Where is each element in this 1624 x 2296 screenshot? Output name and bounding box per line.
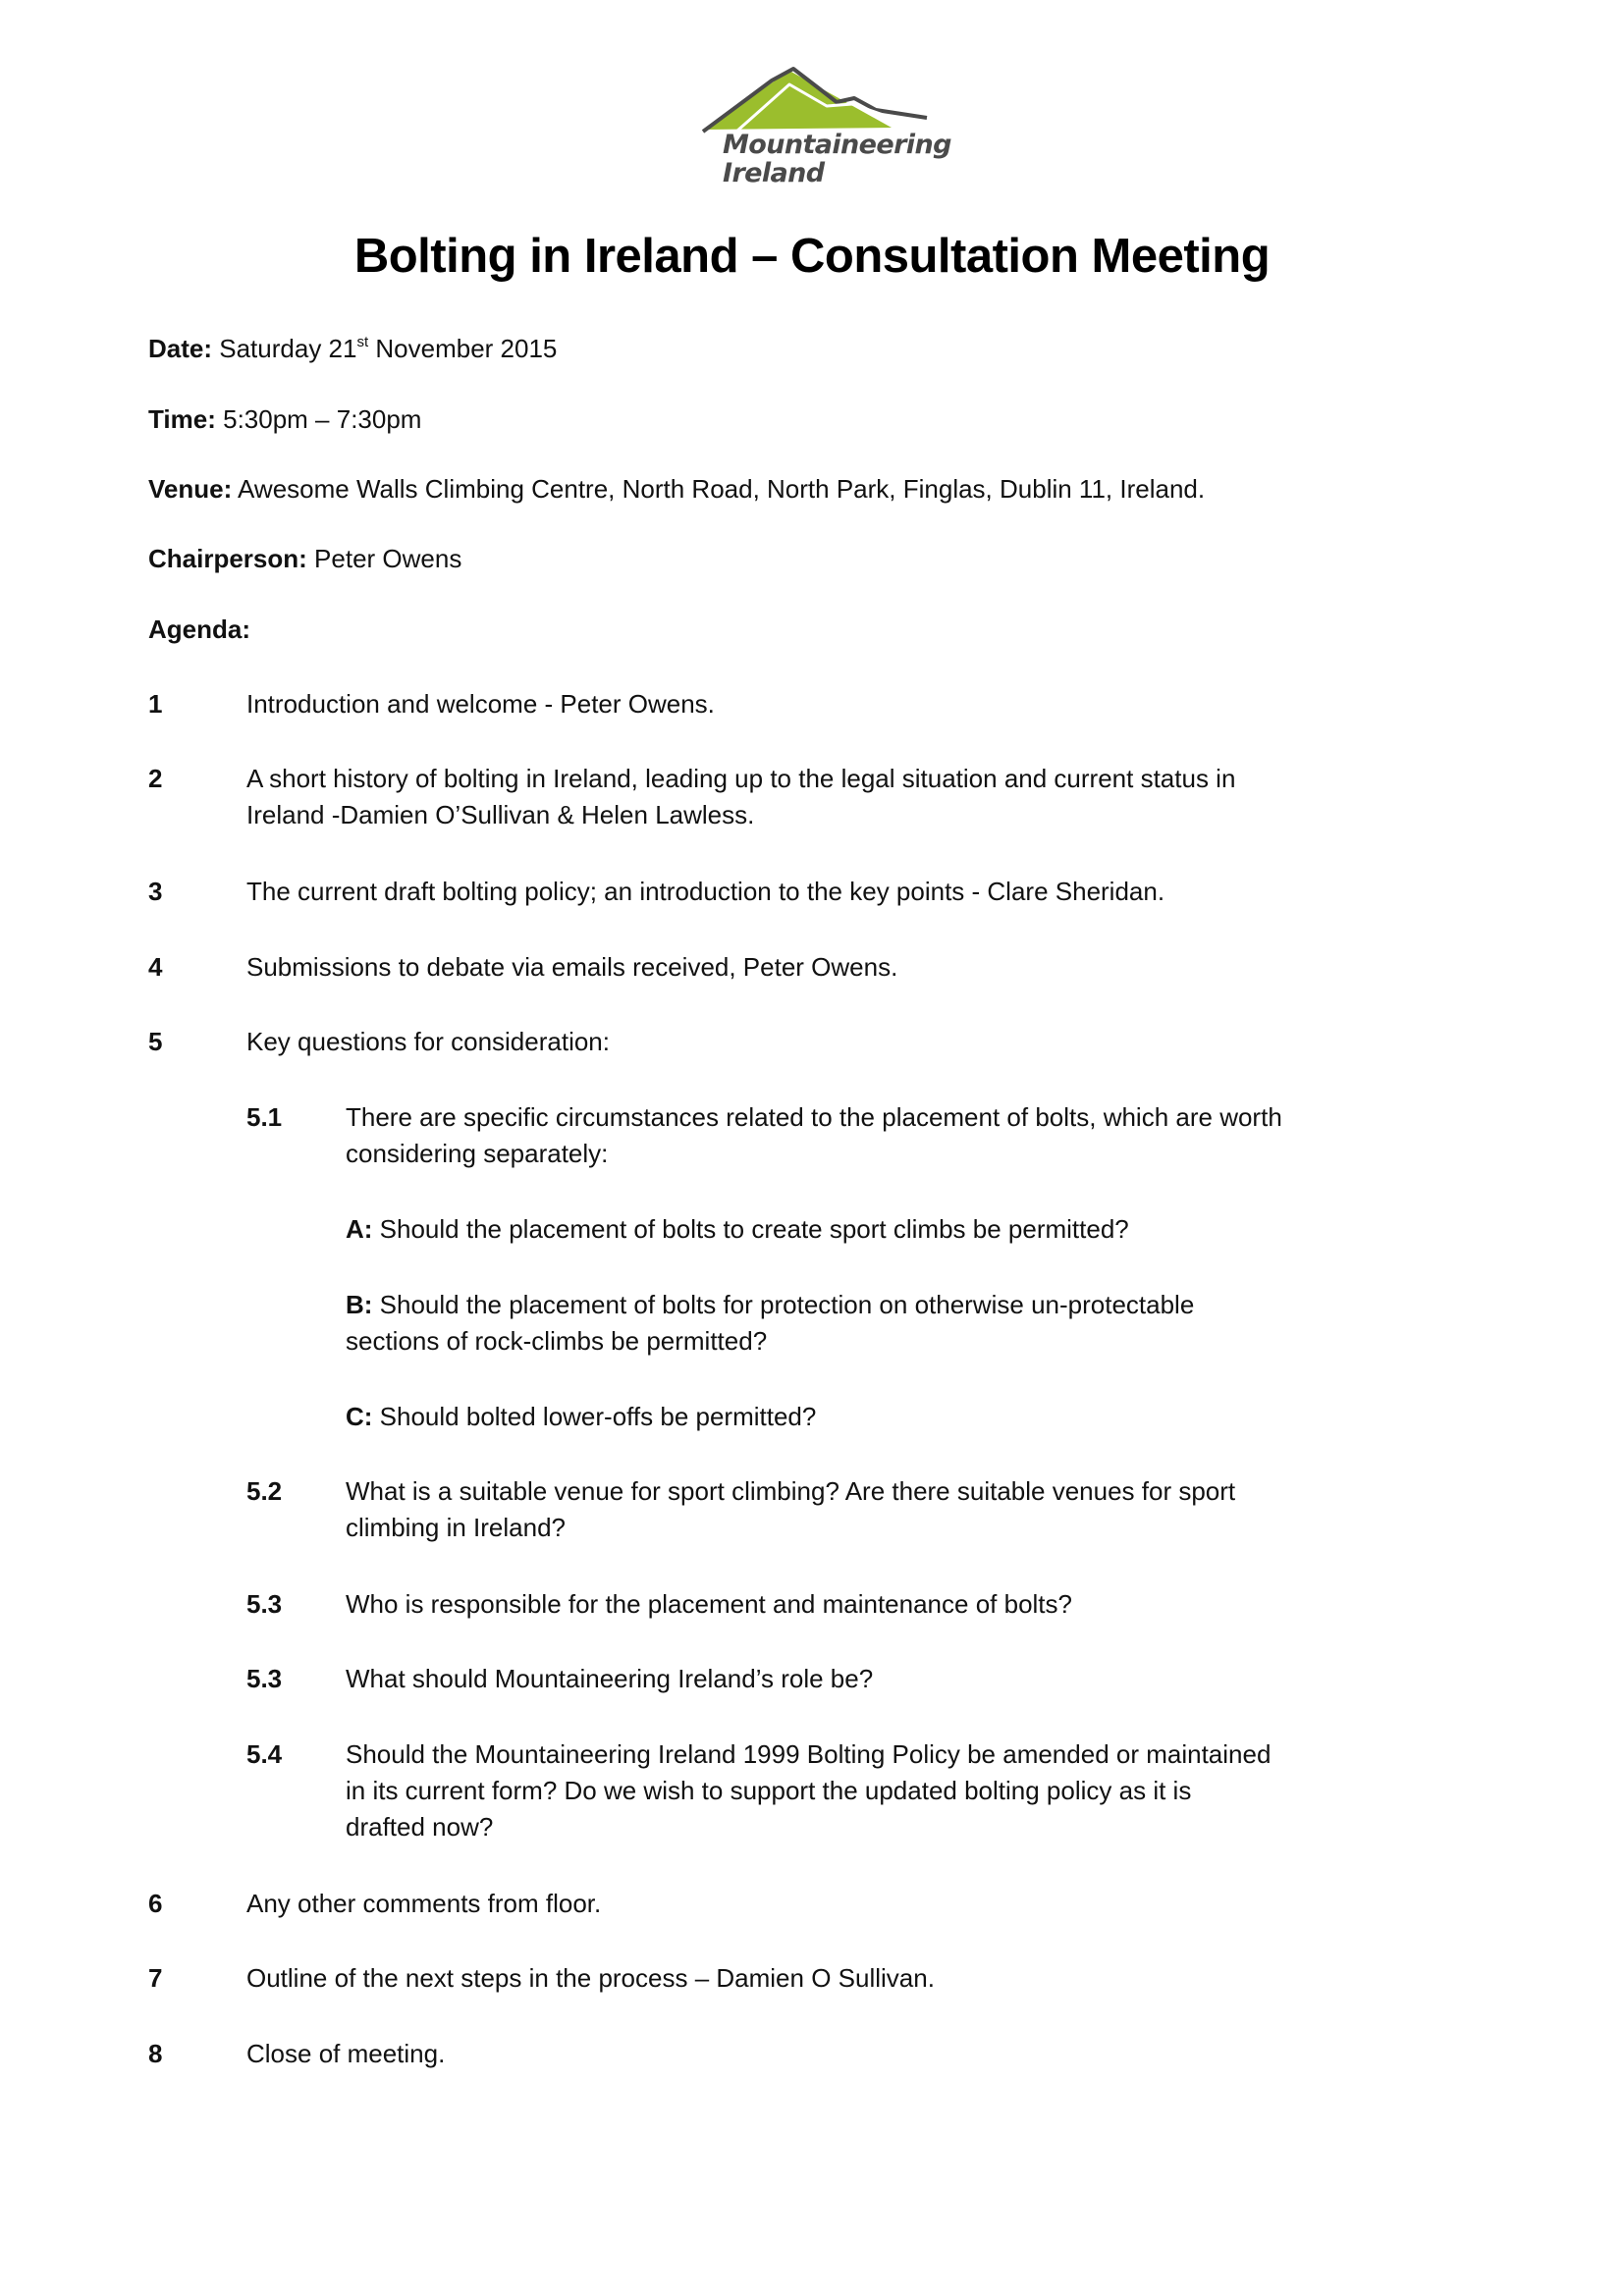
sub-item-text: What should Mountaineering Ireland’s role be?: [346, 1664, 874, 1693]
sub-item-text-cont: drafted now?: [346, 1812, 494, 1842]
date-line: [148, 334, 557, 364]
date-label: Date:: [148, 334, 213, 363]
logo-text-line2: Ireland: [723, 158, 825, 188]
option-text: Should bolted lower-offs be permitted?: [379, 1402, 817, 1431]
mountaineering-ireland-logo: [699, 61, 951, 188]
sub-item-text: Should the Mountaineering Ireland 1999 Bolting Policy be amended or maintained: [346, 1739, 1272, 1769]
agenda-item-text: The current draft bolting policy; an introduction to the key points - Clare Sheridan.: [246, 877, 1165, 906]
agenda-item-text: Key questions for consideration:: [246, 1027, 610, 1056]
chairperson-value: Peter Owens: [314, 544, 462, 573]
logo-text-line1: Mountaineering: [723, 130, 951, 160]
date-value-pre: Saturday 21: [219, 334, 357, 363]
agenda-item-number: 3: [148, 877, 163, 906]
agenda-item-number: 1: [148, 689, 163, 719]
sub-item-text: There are specific circumstances related to the placement of bolts, which are worth: [346, 1102, 1282, 1132]
agenda-item-number: 6: [148, 1889, 163, 1918]
sub-item-number: 5.2: [246, 1476, 283, 1506]
option-a: [346, 1211, 1129, 1248]
agenda-label: Agenda:: [148, 614, 250, 644]
agenda-item-number: 5: [148, 1027, 163, 1056]
sub-item-number: 5.1: [246, 1102, 283, 1132]
option-label: C:: [346, 1402, 373, 1431]
option-text-cont: sections of rock-climbs be permitted?: [346, 1326, 768, 1356]
venue-value: Awesome Walls Climbing Centre, North Road, North Park, Finglas, Dublin 11, Ireland.: [238, 474, 1206, 504]
time-line: [148, 404, 421, 435]
agenda-item-text-cont: Ireland -Damien O’Sullivan & Helen Lawless.: [246, 800, 755, 829]
option-text: Should the placement of bolts for protection on otherwise un-protectable: [379, 1290, 1195, 1319]
agenda-item-text: Introduction and welcome - Peter Owens.: [246, 689, 715, 719]
sub-item-number: 5.4: [246, 1739, 283, 1769]
sub-item-text-cont: climbing in Ireland?: [346, 1513, 567, 1542]
agenda-item-text: Outline of the next steps in the process – Damien O Sullivan.: [246, 1963, 935, 1993]
agenda-heading: [148, 614, 250, 645]
agenda-item-number: 2: [148, 764, 163, 793]
agenda-item-text: A short history of bolting in Ireland, leading up to the legal situation and current status in: [246, 764, 1236, 793]
time-label: Time:: [148, 404, 216, 434]
chairperson-line: [148, 544, 461, 574]
chairperson-label: Chairperson:: [148, 544, 307, 573]
agenda-item-number: 4: [148, 952, 163, 982]
option-text: Should the placement of bolts to create sport climbs be permitted?: [379, 1214, 1129, 1244]
option-label: B:: [346, 1290, 373, 1319]
sub-item-number: 5.3: [246, 1664, 283, 1693]
agenda-item-number: 7: [148, 1963, 163, 1993]
option-c: [346, 1399, 816, 1435]
venue-line: [148, 474, 1205, 505]
option-label: A:: [346, 1214, 373, 1244]
date-value-post: November 2015: [375, 334, 558, 363]
date-suffix: st: [356, 334, 369, 350]
time-value: 5:30pm – 7:30pm: [223, 404, 422, 434]
agenda-item-text: Close of meeting.: [246, 2039, 446, 2068]
sub-item-number: 5.3: [246, 1589, 283, 1619]
mountain-icon: [699, 61, 935, 139]
sub-item-text-cont: in its current form? Do we wish to support the updated bolting policy as it is: [346, 1776, 1192, 1805]
agenda-item-text: Submissions to debate via emails received, Peter Owens.: [246, 952, 898, 982]
venue-label: Venue:: [148, 474, 233, 504]
agenda-item-text: Any other comments from floor.: [246, 1889, 602, 1918]
sub-item-text: What is a suitable venue for sport climbing? Are there suitable venues for sport: [346, 1476, 1236, 1506]
option-b: [346, 1287, 1194, 1323]
sub-item-text-cont: considering separately:: [346, 1139, 609, 1168]
agenda-item-number: 8: [148, 2039, 163, 2068]
sub-item-text: Who is responsible for the placement and maintenance of bolts?: [346, 1589, 1072, 1619]
document-title: Bolting in Ireland – Consultation Meeting: [353, 230, 1271, 283]
